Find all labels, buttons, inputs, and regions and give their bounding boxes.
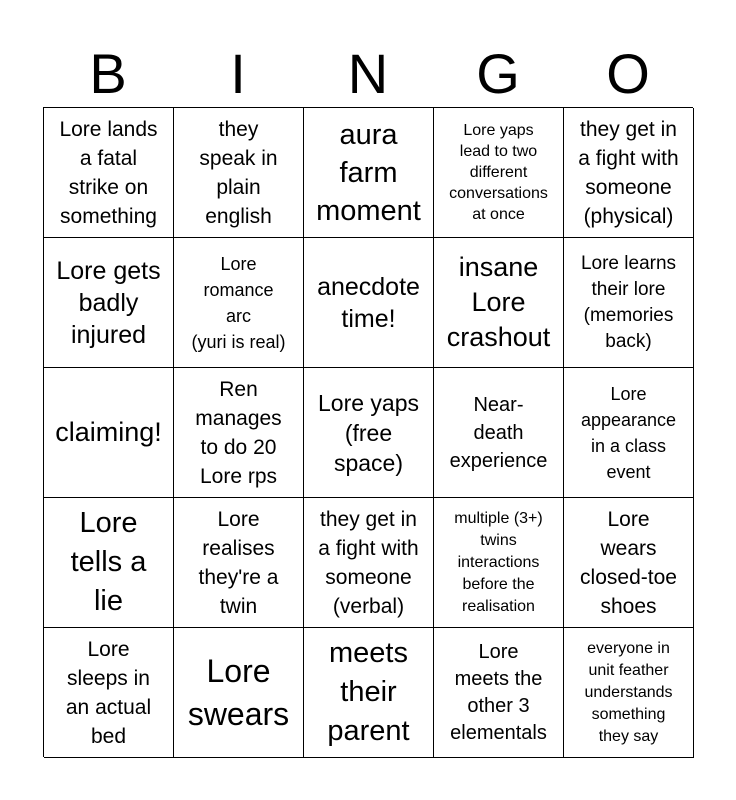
bingo-cell[interactable]	[44, 628, 174, 758]
bingo-cell[interactable]	[434, 108, 564, 238]
cell-text: Lore swears	[187, 652, 290, 732]
bingo-cell[interactable]	[564, 368, 694, 498]
cell-text: everyone in unit feather understands something they say	[584, 639, 673, 745]
bingo-cell[interactable]	[174, 368, 304, 498]
bingo-cell[interactable]	[304, 108, 434, 238]
bingo-cell[interactable]	[434, 498, 564, 628]
cell-text: claiming!	[55, 417, 162, 447]
bingo-cell[interactable]	[44, 368, 174, 498]
cell-text: meets their parent	[327, 637, 410, 747]
bingo-cell[interactable]	[434, 238, 564, 368]
cell-text: Ren manages to do 20 Lore rps	[195, 377, 282, 488]
bingo-cell[interactable]	[564, 238, 694, 368]
cell-text: Lore wears closed-toe shoes	[580, 507, 677, 618]
cell-text: Lore appearance in a class event	[580, 383, 677, 482]
cell-text: Lore tells a lie	[70, 507, 147, 617]
header-letter-i: I	[230, 42, 246, 105]
cell-text: Lore romance arc (yuri is real)	[191, 253, 286, 352]
cell-text: they get in a fight with someone (verbal)	[318, 507, 419, 618]
header-letter-o: O	[606, 42, 650, 105]
cell-text: they speak in plain english	[199, 117, 278, 228]
bingo-cell[interactable]	[564, 628, 694, 758]
bingo-cell[interactable]	[564, 108, 694, 238]
bingo-board	[43, 107, 693, 757]
cell-text: multiple (3+) twins interactions before the realisation	[454, 509, 543, 615]
cell-text: Lore meets the other 3 elementals	[450, 640, 547, 744]
bingo-cell[interactable]	[304, 368, 434, 498]
bingo-cell[interactable]	[174, 108, 304, 238]
cell-text: Lore yaps (free space)	[317, 389, 419, 476]
cell-text: they get in a fight with someone (physical)	[578, 117, 679, 228]
bingo-cell[interactable]	[304, 498, 434, 628]
bingo-header	[43, 42, 693, 106]
cell-text: Lore gets badly injured	[56, 256, 161, 349]
bingo-cell[interactable]	[174, 628, 304, 758]
bingo-cell[interactable]	[44, 238, 174, 368]
cell-text: Lore yaps lead to two different conversations at once	[449, 122, 548, 223]
cell-text: Lore realises they're a twin	[198, 507, 279, 618]
header-letter-g: G	[476, 42, 520, 105]
bingo-cell[interactable]	[434, 368, 564, 498]
bingo-cell[interactable]	[44, 498, 174, 628]
header-letter-b: B	[89, 42, 127, 105]
header-letter-n: N	[347, 42, 389, 105]
cell-text: aura farm moment	[316, 118, 421, 227]
bingo-cell[interactable]	[564, 498, 694, 628]
bingo-cell[interactable]	[174, 238, 304, 368]
cell-text: Lore sleeps in an actual bed	[65, 637, 152, 748]
cell-text: insane Lore crashout	[446, 252, 551, 352]
cell-text: anecdote time!	[317, 272, 420, 333]
bingo-cell[interactable]	[304, 238, 434, 368]
bingo-cell[interactable]	[44, 108, 174, 238]
cell-text: Near- death experience	[449, 393, 548, 472]
cell-text: Lore learns their lore (memories back)	[580, 252, 677, 352]
bingo-cell[interactable]	[434, 628, 564, 758]
cell-text: Lore lands a fatal strike on something	[59, 117, 158, 228]
bingo-cell[interactable]	[304, 628, 434, 758]
bingo-cell[interactable]	[174, 498, 304, 628]
